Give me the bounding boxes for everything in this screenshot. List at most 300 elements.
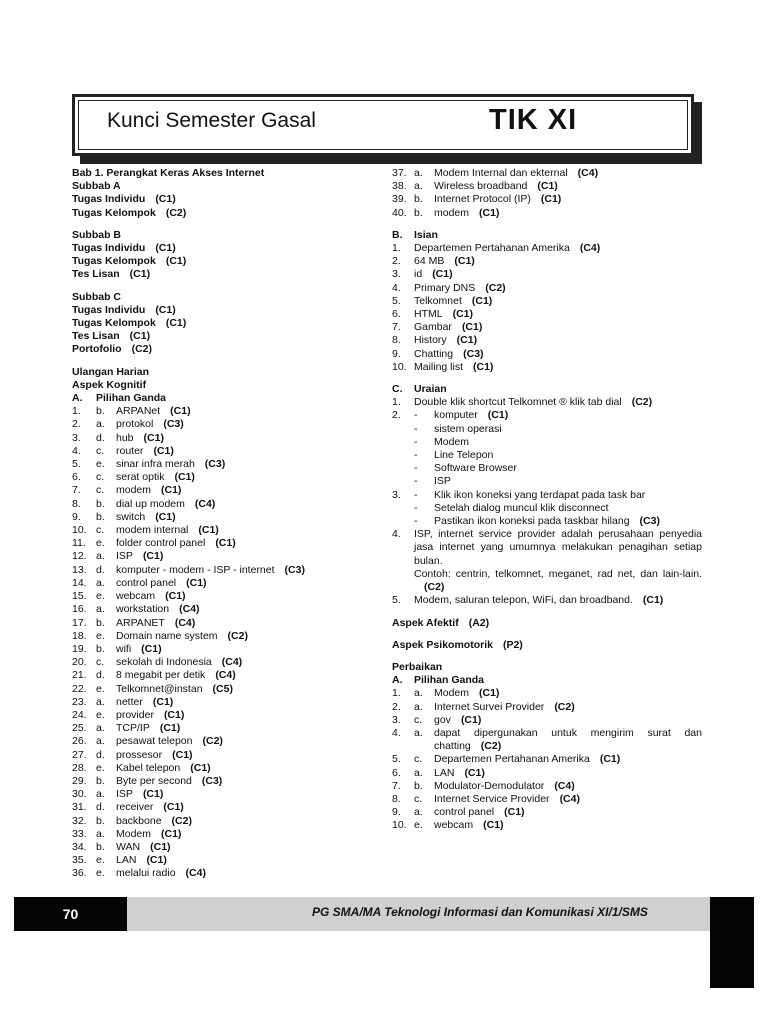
item-level: (C1) (215, 537, 236, 550)
item-number: 2. (72, 418, 81, 431)
answer-item (72, 854, 392, 867)
item-text: webcam (434, 819, 474, 832)
item-level: (C1) (170, 405, 191, 418)
header-box (72, 94, 694, 156)
perbaikan-item (392, 714, 704, 727)
answer-item (392, 180, 704, 193)
item-number: 3. (392, 713, 401, 726)
item-text: LAN (434, 766, 455, 779)
uraian-item: 2. - komputer (C1) (392, 409, 509, 422)
item-number: 33. (72, 827, 87, 840)
item-letter: c. (96, 484, 105, 497)
item-level: (C1) (540, 193, 562, 206)
item-level: (C1) (479, 206, 500, 219)
item-text: switch (116, 510, 146, 523)
answer-item (72, 524, 392, 537)
item-number: 30. (72, 788, 87, 801)
item-level: (C2) (227, 629, 248, 642)
item-number: 10. (392, 819, 407, 832)
perbaikan-item (392, 806, 704, 819)
uraian-sublist (392, 423, 704, 489)
item-level: (C4) (554, 779, 575, 792)
item-letter: e. (96, 867, 105, 880)
item-number: 10. (72, 524, 87, 537)
perbaikan-item: 4. a. dapat dipergunakan untuk mengirim surat dan chatting (C2) (392, 726, 702, 753)
item-letter: b. (96, 497, 105, 510)
footer-text: PG SMA/MA Teknologi Informasi dan Komunikasi XI/1/SMS (312, 905, 648, 919)
item-text: modem (116, 484, 152, 497)
item-letter: a. (414, 180, 423, 193)
item-level: (C3) (163, 418, 184, 431)
item-text: ISP (116, 550, 133, 563)
item-text: control panel (116, 576, 177, 589)
item-level: (C3) (284, 563, 305, 576)
task-line: Tes Lisan (C1) (72, 330, 151, 343)
dash-mark: - (414, 422, 418, 435)
item-number: 13. (72, 563, 87, 576)
item-text: Telkomnet (414, 294, 462, 307)
item-letter: d. (96, 669, 105, 682)
item-letter: d. (96, 431, 105, 444)
answer-item (72, 762, 392, 775)
perbaikan-item (392, 819, 704, 832)
item-text: hub (116, 431, 134, 444)
item-text: protokol (116, 418, 154, 431)
item-number: 37. (392, 167, 407, 179)
item-number: 2. (392, 255, 401, 268)
item-number: 40. (392, 206, 407, 219)
uraian-subitem (392, 475, 704, 488)
item-number: 14. (72, 576, 87, 589)
uraian-subitem (392, 462, 704, 475)
answer-item (72, 841, 392, 854)
item-level: (C4) (221, 656, 243, 669)
answer-item (72, 656, 392, 669)
item-level: (C5) (212, 682, 233, 695)
item-text: Modem Internal dan ekternal (434, 167, 568, 179)
item-letter: a. (96, 550, 105, 563)
item-letter: b. (96, 510, 105, 523)
item-letter: e. (96, 629, 105, 642)
perbaikan-item (392, 767, 704, 780)
item-level: (C1) (150, 840, 171, 853)
item-text: prossesor (116, 748, 163, 761)
item-level: (C1) (165, 590, 186, 603)
item-number: 9. (392, 347, 401, 360)
item-level: (C4) (559, 792, 580, 805)
item-letter: c. (96, 471, 105, 484)
answer-item (72, 471, 392, 484)
item-number: 31. (72, 801, 87, 814)
answer-item (72, 617, 392, 630)
item-text: ISP (434, 475, 451, 488)
answer-item (72, 603, 392, 616)
item-number: 18. (72, 629, 87, 642)
uraian-subitem (392, 423, 704, 436)
answer-item (72, 405, 392, 418)
item-text: ARPANET (116, 616, 165, 629)
item-number: 16. (72, 603, 87, 616)
item-text: gov (434, 713, 451, 726)
item-level: (C1) (190, 761, 211, 774)
item-level: (C4) (579, 242, 601, 255)
task-line: Tugas Kelompok (C1) (72, 255, 187, 268)
answer-item (72, 828, 392, 841)
item-level: (C1) (452, 308, 474, 321)
item-number: 35. (72, 854, 87, 867)
item-number: 10. (392, 360, 407, 373)
item-level: (C1) (599, 753, 621, 766)
item-number: 4. (72, 444, 81, 457)
isian-item (392, 282, 704, 295)
answer-item (72, 498, 392, 511)
answer-item (72, 815, 392, 828)
item-level: (C1) (172, 748, 193, 761)
item-text: Departemen Pertahanan Amerika (434, 753, 590, 766)
item-text: sistem operasi (434, 422, 502, 435)
isian-list (392, 242, 704, 374)
item-level: (C2) (554, 700, 575, 713)
item-level: (C4) (215, 669, 236, 682)
answer-item (72, 775, 392, 788)
item-level: (C1) (163, 708, 185, 721)
item-letter: a. (96, 418, 105, 431)
item-level: (C3) (463, 347, 484, 360)
item-letter: d. (96, 748, 105, 761)
item-number: 1. (72, 405, 81, 418)
task-line: Portofolio (C2) (72, 343, 152, 356)
uraian-item: 1. Double klik shortcut Telkomnet ® klik tab dial (C2) (392, 396, 653, 409)
item-level: (C1) (464, 766, 485, 779)
item-text: folder control panel (116, 537, 206, 550)
item-letter: a. (414, 766, 423, 779)
item-letter: b. (96, 642, 105, 655)
item-level: (C1) (460, 713, 482, 726)
item-letter: e. (96, 854, 105, 867)
item-letter: c. (414, 792, 423, 805)
item-number: 1. (392, 242, 401, 255)
task-line: Tugas Kelompok (C2) (72, 206, 187, 219)
answer-item (72, 669, 392, 682)
item-level: (C2) (485, 281, 506, 294)
item-text: Line Telepon (434, 449, 494, 462)
item-level: (C1) (537, 180, 558, 193)
item-letter: a. (414, 687, 423, 700)
item-letter: a. (414, 806, 423, 819)
item-letter: e. (96, 708, 105, 721)
item-level: (C2) (171, 814, 192, 827)
answer-item (72, 643, 392, 656)
item-number: 6. (72, 471, 81, 484)
item-text: Byte per second (116, 774, 192, 787)
item-number: 28. (72, 761, 87, 774)
item-level: (C1) (456, 334, 478, 347)
item-letter: c. (414, 753, 423, 766)
task-line: Tes Lisan (C1) (72, 268, 151, 281)
item-text: receiver (116, 801, 154, 814)
item-letter: e. (96, 458, 105, 471)
item-number: 25. (72, 722, 87, 735)
item-letter: d. (96, 801, 105, 814)
item-number: 9. (72, 510, 81, 523)
dash-mark: - (414, 435, 418, 448)
item-text: Mailing list (414, 360, 464, 373)
item-number: 15. (72, 590, 87, 603)
item-letter: a. (96, 827, 105, 840)
item-letter: e. (96, 761, 105, 774)
uraian-subitem: - Pastikan ikon koneksi pada taskbar hilang (C3) (414, 515, 660, 528)
answer-item (392, 207, 704, 220)
item-number: 5. (392, 294, 401, 307)
subbab-a: Subbab A (72, 180, 121, 193)
item-text: 64 MB (414, 255, 445, 268)
task-line: Tugas Kelompok (C1) (72, 317, 187, 330)
item-letter: a. (414, 700, 423, 713)
item-text: serat optik (116, 471, 165, 484)
item-text: Departemen Pertahanan Amerika (414, 242, 570, 255)
item-number: 20. (72, 656, 87, 669)
item-level: (C1) (473, 360, 494, 373)
section-heading: C. Uraian (392, 383, 447, 396)
item-text: dial up modem (116, 497, 185, 510)
ulangan-harian: Ulangan Harian (72, 365, 150, 378)
item-letter: b. (96, 814, 105, 827)
section-heading: B. Isian (392, 228, 438, 241)
uraian-item: 4. ISP, internet service provider adalah perusahaan penyedia jasa internet yang umumnya melakukan penagihan setiap bulan. Contoh: centrin, telkomnet, meganet, rad net, dan lain-lain.(C2) (392, 528, 702, 594)
item-letter: a. (96, 603, 105, 616)
item-letter: e. (96, 590, 105, 603)
subbab-c: Subbab C (72, 290, 121, 303)
item-number: 8. (72, 497, 81, 510)
section-heading: A. Pilihan Ganda (72, 392, 167, 405)
item-text: sekolah di Indonesia (116, 656, 212, 669)
answer-item (72, 735, 392, 748)
item-number: 5. (72, 458, 81, 471)
item-level: (C1) (152, 695, 174, 708)
perbaikan-title: Perbaikan (392, 660, 443, 673)
item-number: 8. (392, 334, 401, 347)
isian-item (392, 295, 704, 308)
item-level: (C1) (483, 819, 504, 832)
isian-item (392, 268, 704, 281)
answer-list (72, 405, 392, 880)
answer-item (72, 550, 392, 563)
item-text: router (116, 444, 144, 457)
item-level: (C2) (202, 735, 223, 748)
uraian-subitem: - Setelah dialog muncul klik disconnect (414, 501, 609, 514)
item-text: Telkomnet@instan (116, 682, 203, 695)
isian-item (392, 321, 704, 334)
item-letter: c. (96, 524, 105, 537)
answer-item (72, 788, 392, 801)
item-text: Modem (434, 687, 470, 700)
item-letter: c. (96, 444, 105, 457)
item-number: 7. (392, 779, 401, 792)
dash-mark: - (414, 462, 418, 475)
item-number: 19. (72, 642, 87, 655)
item-text: Chatting (414, 347, 454, 360)
isian-item (392, 361, 704, 374)
bab-title: Bab 1. Perangkat Keras Akses Internet (72, 167, 265, 179)
item-number: 8. (392, 792, 401, 805)
item-letter: a. (96, 735, 105, 748)
item-text: Modem (434, 435, 470, 448)
item-level: (C1) (471, 294, 493, 307)
item-level: (C1) (153, 444, 174, 457)
answer-item (72, 801, 392, 814)
item-number: 22. (72, 682, 87, 695)
answer-item (72, 484, 392, 497)
item-number: 26. (72, 735, 87, 748)
item-level: (C1) (142, 550, 164, 563)
item-level: (C1) (141, 642, 162, 655)
item-text: Kabel telepon (116, 761, 181, 774)
item-letter: a. (96, 722, 105, 735)
item-text: Wireless broadband (434, 180, 528, 193)
item-text: pesawat telepon (116, 735, 193, 748)
item-text: Gambar (414, 321, 452, 334)
item-number: 5. (392, 753, 401, 766)
item-number: 21. (72, 669, 87, 682)
item-text: Software Browser (434, 462, 517, 475)
item-level: (C1) (461, 321, 483, 334)
item-text: HTML (414, 308, 443, 321)
answer-item (72, 867, 392, 880)
item-level: (C1) (432, 268, 453, 281)
item-level: (C3) (201, 774, 223, 787)
item-letter: a. (96, 695, 105, 708)
answer-item (72, 458, 392, 471)
item-text: Primary DNS (414, 281, 476, 294)
item-level: (C1) (198, 524, 219, 537)
item-level: (C1) (159, 722, 181, 735)
answer-item (72, 445, 392, 458)
answer-item (72, 511, 392, 524)
item-letter: e. (96, 682, 105, 695)
item-text: sinar infra merah (116, 458, 195, 471)
item-level: (C1) (186, 576, 207, 589)
item-number: 6. (392, 308, 401, 321)
perbaikan-item (392, 780, 704, 793)
item-text: webcam (116, 590, 156, 603)
item-level: (C1) (155, 510, 176, 523)
item-letter: b. (96, 405, 105, 418)
aspek-psikomotorik: Aspek Psikomotorik (P2) (392, 638, 523, 651)
item-level: (C1) (143, 431, 164, 444)
item-text: workstation (116, 603, 170, 616)
aspek-kognitif: Aspek Kognitif (72, 378, 147, 391)
answer-list (392, 167, 704, 220)
task-line: Tugas Individu (C1) (72, 193, 176, 206)
perbaikan-list (392, 687, 704, 727)
answer-item (72, 564, 392, 577)
item-text: id (414, 268, 423, 281)
item-text: ISP (116, 788, 133, 801)
perbaikan-item (392, 793, 704, 806)
uraian-item: 5. Modem, saluran telepon, WiFi, dan broadband. (C1) (392, 594, 664, 607)
item-level: (C4) (577, 167, 599, 179)
answer-item (392, 193, 704, 206)
answer-item (72, 630, 392, 643)
item-text: Internet Service Provider (434, 792, 550, 805)
uraian-subitem (392, 449, 704, 462)
perbaikan-item (392, 701, 704, 714)
item-number: 34. (72, 840, 87, 853)
right-column (392, 167, 704, 833)
perbaikan-list (392, 753, 704, 832)
item-level: (C1) (479, 687, 500, 700)
item-number: 38. (392, 180, 407, 193)
item-text: 8 megabit per detik (116, 669, 206, 682)
uraian-subitem (392, 436, 704, 449)
item-letter: a. (96, 576, 105, 589)
item-number: 23. (72, 695, 87, 708)
item-text: History (414, 334, 447, 347)
isian-item (392, 242, 704, 255)
item-number: 7. (392, 321, 401, 334)
item-number: 27. (72, 748, 87, 761)
item-text: komputer - modem - ISP - internet (116, 563, 275, 576)
item-letter: b. (414, 779, 423, 792)
item-level: (C4) (185, 867, 206, 880)
isian-item (392, 308, 704, 321)
item-number: 29. (72, 774, 87, 787)
dash-mark: - (414, 475, 418, 488)
answer-item (72, 418, 392, 431)
item-level: (C1) (504, 806, 525, 819)
corner-block (710, 897, 754, 988)
answer-item (392, 167, 704, 180)
item-level: (C4) (179, 603, 200, 616)
item-level: (C1) (163, 801, 184, 814)
item-text: melalui radio (116, 867, 176, 880)
uraian-item: 3. - Klik ikon koneksi yang terdapat pada task bar (392, 488, 646, 501)
item-text: Modem (116, 827, 152, 840)
answer-item (72, 722, 392, 735)
item-letter: a. (96, 788, 105, 801)
task-line: Tugas Individu (C1) (72, 303, 176, 316)
item-number: 11. (72, 537, 86, 550)
item-letter: b. (96, 840, 105, 853)
item-letter: b. (96, 616, 105, 629)
answer-item (72, 577, 392, 590)
subbab-b: Subbab B (72, 228, 121, 241)
aspek-afektif: Aspek Afektif (A2) (392, 616, 490, 629)
isian-item (392, 348, 704, 361)
item-letter: e. (414, 819, 423, 832)
item-level: (C1) (146, 854, 167, 867)
item-text: modem internal (116, 524, 189, 537)
item-letter: c. (96, 656, 105, 669)
item-level: (C1) (454, 255, 475, 268)
item-number: 3. (392, 268, 401, 281)
section-heading: A. Pilihan Ganda (392, 674, 485, 687)
left-column (72, 167, 392, 881)
item-number: 7. (72, 484, 81, 497)
item-number: 24. (72, 708, 87, 721)
answer-item (72, 749, 392, 762)
item-text: provider (116, 708, 154, 721)
answer-item (72, 683, 392, 696)
item-text: LAN (116, 854, 137, 867)
item-number: 9. (392, 806, 401, 819)
answer-item (72, 537, 392, 550)
perbaikan-item (392, 687, 704, 700)
item-letter: e. (96, 537, 105, 550)
task-line: Tugas Individu (C1) (72, 242, 176, 255)
perbaikan-item (392, 753, 704, 766)
item-text: netter (116, 695, 143, 708)
